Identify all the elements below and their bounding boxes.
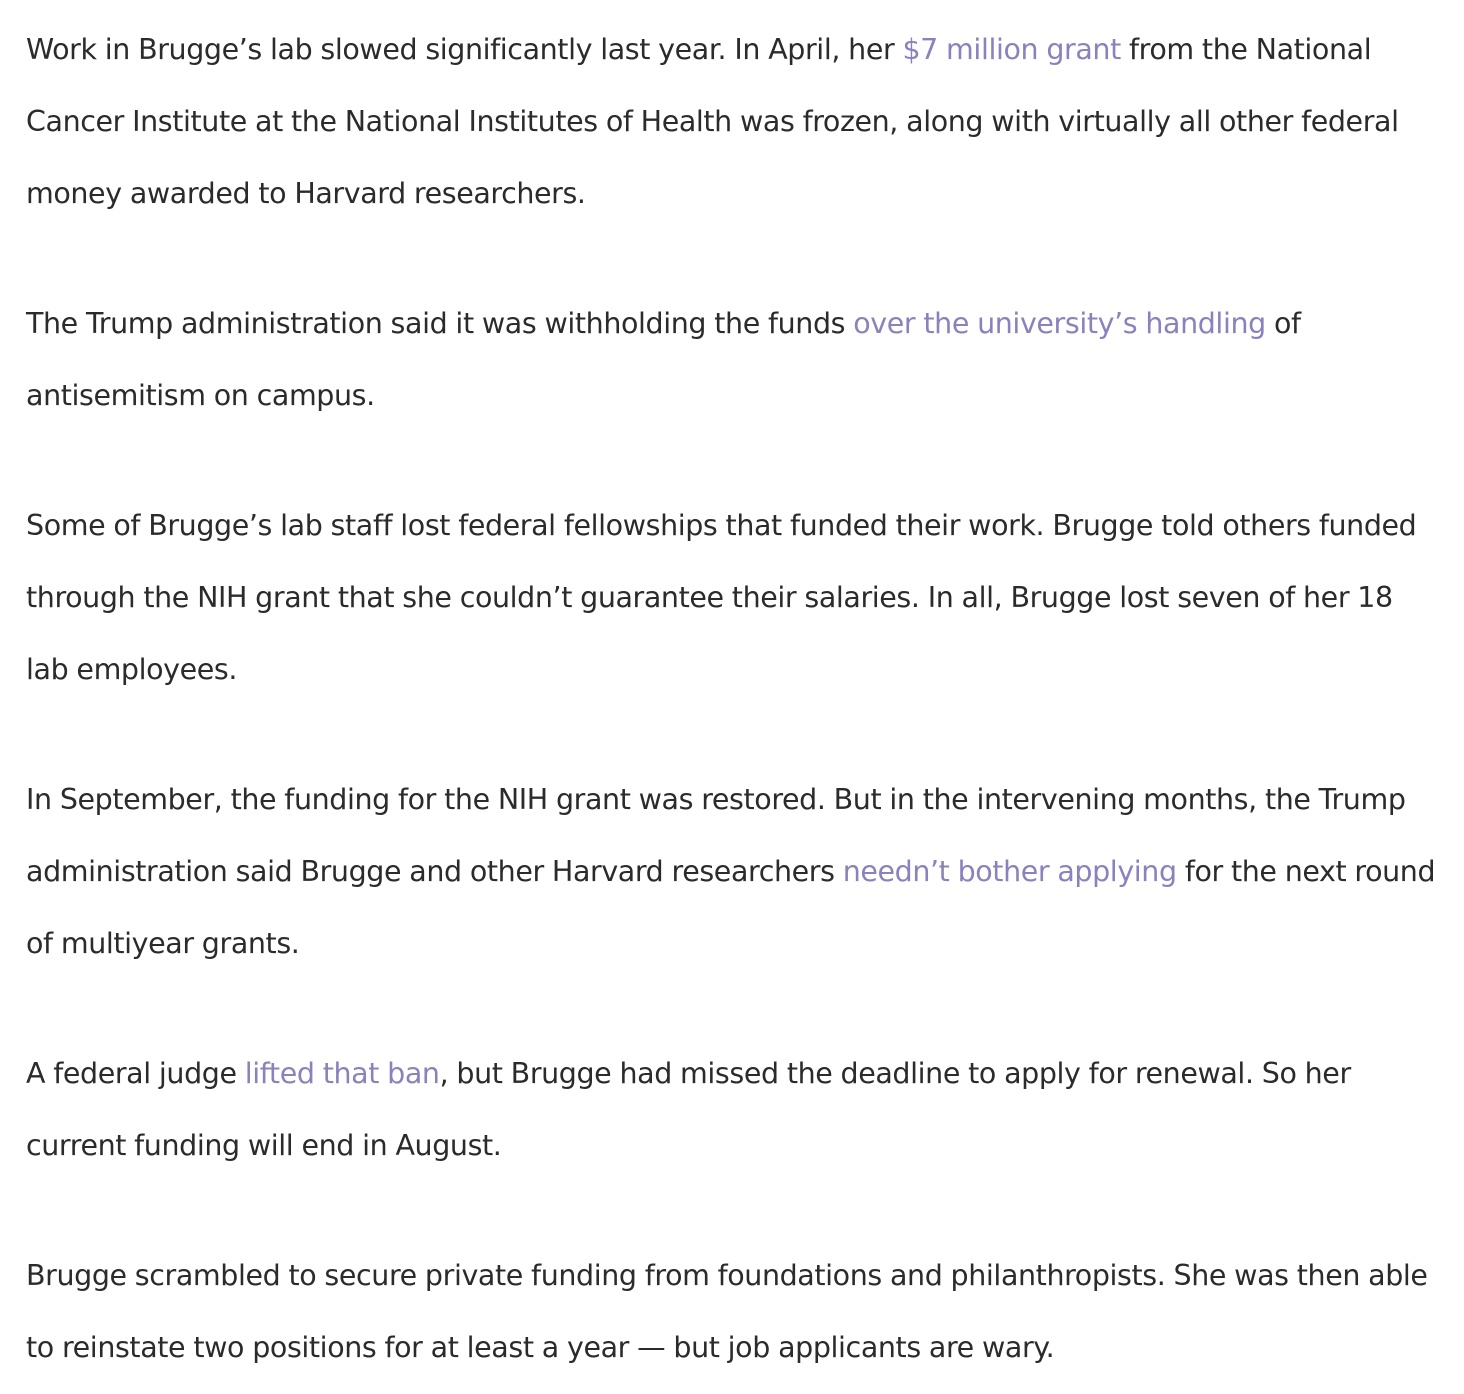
- link-neednt-bother-applying[interactable]: needn’t bother applying: [842, 855, 1177, 888]
- paragraph-text: , but Brugge had missed the deadline to apply for renewal. So her current funding will end in August.: [26, 1057, 1351, 1162]
- paragraph-text: Some of Brugge’s lab staff lost federal fellowships that funded their work. Brugge told others funded through the NIH grant that she couldn’t guarantee their salaries. In all, Brugge lost seven of her 18 lab employees.: [26, 509, 1417, 686]
- article-body: [26, 14, 1440, 1384]
- paragraph-text: Work in Brugge’s lab slowed significantly last year. In April, her: [26, 33, 903, 66]
- paragraph-text: of antisemitism on campus.: [26, 307, 1301, 412]
- paragraph-text: In September, the funding for the NIH grant was restored. But in the intervening months, the Trump administration said Brugge and other Harvard researchers: [26, 783, 1406, 888]
- paragraph-6: [26, 1240, 1440, 1384]
- link-lifted-that-ban[interactable]: lifted that ban: [244, 1057, 440, 1090]
- link-university-handling[interactable]: over the university’s handling: [853, 307, 1266, 340]
- paragraph-2: [26, 288, 1440, 432]
- paragraph-text: from the National Cancer Institute at the National Institutes of Health was frozen, along with virtually all other federal money awarded to Harvard researchers.: [26, 33, 1399, 210]
- paragraph-text: for the next round of multiyear grants.: [26, 855, 1436, 960]
- paragraph-text: Brugge scrambled to secure private funding from foundations and philanthropists. She was then able to reinstate two positions for at least a year — but job applicants are wary.: [26, 1259, 1428, 1364]
- paragraph-4: [26, 764, 1440, 980]
- paragraph-text: The Trump administration said it was withholding the funds: [26, 307, 854, 340]
- link-7-million-grant[interactable]: $7 million grant: [902, 33, 1121, 66]
- paragraph-5: [26, 1038, 1440, 1182]
- paragraph-1: [26, 14, 1440, 230]
- paragraph-3: [26, 490, 1440, 706]
- paragraph-text: A federal judge: [26, 1057, 245, 1090]
